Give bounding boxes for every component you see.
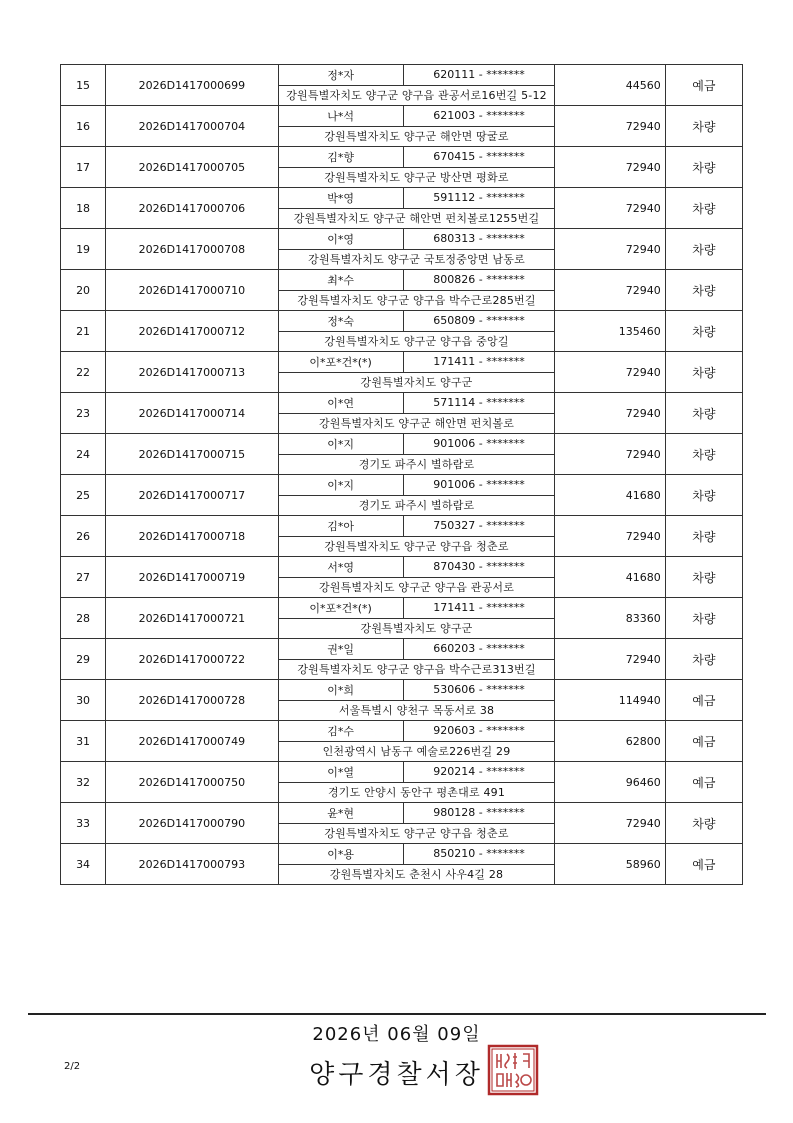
case-id: 2026D1417000749: [106, 721, 279, 762]
row-number: 30: [61, 680, 106, 721]
case-id: 2026D1417000719: [106, 557, 279, 598]
ledger-table: [60, 64, 743, 885]
person-cell: [278, 762, 555, 803]
person-address: 강원특별자치도 양구군 해안면 펀치볼로: [318, 417, 515, 431]
person-cell: [278, 147, 555, 188]
person-cell: [278, 680, 555, 721]
person-address: 강원특별자치도 양구군 양구읍 관공서로16번길 5-12: [286, 89, 547, 103]
resident-number: 680313 - *******: [403, 229, 554, 249]
person-name: 이*영: [279, 229, 404, 249]
resident-number: 571114 - *******: [403, 393, 554, 413]
row-number: 31: [61, 721, 106, 762]
table-row: [61, 721, 743, 762]
person-address: 강원특별자치도 양구군 방산면 평화로: [324, 171, 509, 185]
person-name: 정*숙: [279, 311, 404, 331]
seizure-type: 차량: [665, 639, 742, 680]
resident-number: 901006 - *******: [403, 434, 554, 454]
resident-number: 530606 - *******: [403, 680, 554, 700]
amount: 72940: [555, 434, 665, 475]
person-address: 인천광역시 남동구 예술로226번길 29: [322, 745, 511, 759]
case-id: 2026D1417000713: [106, 352, 279, 393]
person-name: 정*자: [279, 65, 404, 85]
row-number: 25: [61, 475, 106, 516]
seizure-type: 차량: [665, 147, 742, 188]
case-id: 2026D1417000708: [106, 229, 279, 270]
person-cell: [278, 721, 555, 762]
amount: 72940: [555, 270, 665, 311]
amount: 72940: [555, 106, 665, 147]
resident-number: 901006 - *******: [403, 475, 554, 495]
amount: 96460: [555, 762, 665, 803]
person-name: 김*아: [279, 516, 404, 536]
amount: 44560: [555, 65, 665, 106]
case-id: 2026D1417000717: [106, 475, 279, 516]
case-id: 2026D1417000718: [106, 516, 279, 557]
person-address: 강원특별자치도 양구군 양구읍 청춘로: [324, 827, 509, 841]
person-address: 강원특별자치도 양구군 국토정중앙면 남동로: [308, 253, 525, 267]
person-cell: [278, 516, 555, 557]
row-number: 21: [61, 311, 106, 352]
person-address: 강원특별자치도 양구군 양구읍 청춘로: [324, 540, 509, 554]
amount: 72940: [555, 352, 665, 393]
person-address: 경기도 안양시 동안구 평촌대로 491: [327, 786, 506, 800]
person-cell: [278, 311, 555, 352]
person-name: 이*연: [279, 393, 404, 413]
case-id: 2026D1417000704: [106, 106, 279, 147]
table-row: [61, 516, 743, 557]
table-row: [61, 270, 743, 311]
table-row: [61, 434, 743, 475]
resident-number: 591112 - *******: [403, 188, 554, 208]
table-row: [61, 803, 743, 844]
row-number: 20: [61, 270, 106, 311]
person-address: 강원특별자치도 양구군: [360, 376, 473, 390]
table-row: [61, 229, 743, 270]
person-name: 이*포*건*(*): [279, 598, 404, 618]
seizure-type: 차량: [665, 393, 742, 434]
amount: 72940: [555, 229, 665, 270]
person-address: 강원특별자치도 양구군 양구읍 관공서로: [318, 581, 515, 595]
seizure-type: 예금: [665, 721, 742, 762]
seizure-type: 차량: [665, 352, 742, 393]
person-name: 이*지: [279, 434, 404, 454]
case-id: 2026D1417000721: [106, 598, 279, 639]
amount: 41680: [555, 475, 665, 516]
case-id: 2026D1417000793: [106, 844, 279, 885]
amount: 83360: [555, 598, 665, 639]
person-name: 나*석: [279, 106, 404, 126]
issue-date: 2026년 06월 09일: [312, 1024, 481, 1045]
resident-number: 920603 - *******: [403, 721, 554, 741]
person-name: 김*수: [279, 721, 404, 741]
table-row: [61, 557, 743, 598]
row-number: 27: [61, 557, 106, 598]
person-cell: [278, 352, 555, 393]
row-number: 34: [61, 844, 106, 885]
person-address: 강원특별자치도 양구군 양구읍 중앙길: [324, 335, 509, 349]
row-number: 24: [61, 434, 106, 475]
row-number: 32: [61, 762, 106, 803]
row-number: 16: [61, 106, 106, 147]
resident-number: 620111 - *******: [403, 65, 554, 85]
case-id: 2026D1417000715: [106, 434, 279, 475]
table-row: [61, 352, 743, 393]
person-address: 경기도 파주시 별하람로: [358, 458, 475, 472]
row-number: 22: [61, 352, 106, 393]
resident-number: 171411 - *******: [403, 352, 554, 372]
person-cell: [278, 639, 555, 680]
row-number: 23: [61, 393, 106, 434]
person-name: 이*포*건*(*): [279, 352, 404, 372]
case-id: 2026D1417000699: [106, 65, 279, 106]
seizure-type: 예금: [665, 680, 742, 721]
case-id: 2026D1417000705: [106, 147, 279, 188]
resident-number: 650809 - *******: [403, 311, 554, 331]
person-name: 이*열: [279, 762, 404, 782]
signatory: 양구경찰서장: [309, 1060, 484, 1090]
seizure-type: 차량: [665, 803, 742, 844]
person-cell: [278, 270, 555, 311]
person-cell: [278, 393, 555, 434]
person-cell: [278, 844, 555, 885]
resident-number: 980128 - *******: [403, 803, 554, 823]
row-number: 26: [61, 516, 106, 557]
resident-number: 800826 - *******: [403, 270, 554, 290]
table-row: [61, 680, 743, 721]
table-row: [61, 639, 743, 680]
person-cell: [278, 188, 555, 229]
person-address: 강원특별자치도 춘천시 사우4길 28: [329, 868, 504, 882]
table-row: [61, 598, 743, 639]
amount: 72940: [555, 516, 665, 557]
person-address: 서울특별시 양천구 목동서로 38: [338, 704, 495, 718]
footer-divider: [28, 1013, 766, 1015]
person-cell: [278, 598, 555, 639]
row-number: 29: [61, 639, 106, 680]
seizure-type: 차량: [665, 434, 742, 475]
table-row: [61, 844, 743, 885]
amount: 72940: [555, 393, 665, 434]
person-name: 윤*현: [279, 803, 404, 823]
case-id: 2026D1417000712: [106, 311, 279, 352]
amount: 72940: [555, 803, 665, 844]
row-number: 19: [61, 229, 106, 270]
person-cell: [278, 434, 555, 475]
person-name: 권*일: [279, 639, 404, 659]
table-row: [61, 147, 743, 188]
resident-number: 621003 - *******: [403, 106, 554, 126]
table-row: [61, 106, 743, 147]
person-address: 강원특별자치도 양구군 양구읍 박수근로285번길: [297, 294, 536, 308]
table-row: [61, 311, 743, 352]
row-number: 18: [61, 188, 106, 229]
case-id: 2026D1417000710: [106, 270, 279, 311]
person-address: 강원특별자치도 양구군: [360, 622, 473, 636]
person-name: 이*용: [279, 844, 404, 864]
resident-number: 920214 - *******: [403, 762, 554, 782]
amount: 58960: [555, 844, 665, 885]
seizure-type: 예금: [665, 65, 742, 106]
person-name: 김*향: [279, 147, 404, 167]
resident-number: 850210 - *******: [403, 844, 554, 864]
case-id: 2026D1417000728: [106, 680, 279, 721]
table-row: [61, 762, 743, 803]
person-name: 이*지: [279, 475, 404, 495]
seizure-type: 차량: [665, 270, 742, 311]
case-id: 2026D1417000722: [106, 639, 279, 680]
case-id: 2026D1417000750: [106, 762, 279, 803]
seizure-type: 차량: [665, 598, 742, 639]
person-cell: [278, 229, 555, 270]
amount: 41680: [555, 557, 665, 598]
case-id: 2026D1417000706: [106, 188, 279, 229]
seizure-type: 차량: [665, 311, 742, 352]
person-cell: [278, 106, 555, 147]
seizure-type: 예금: [665, 762, 742, 803]
row-number: 28: [61, 598, 106, 639]
amount: 114940: [555, 680, 665, 721]
person-name: 서*영: [279, 557, 404, 577]
person-name: 이*희: [279, 680, 404, 700]
person-address: 강원특별자치도 양구군 해안면 펀치볼로1255번길: [293, 212, 540, 226]
resident-number: 171411 - *******: [403, 598, 554, 618]
resident-number: 660203 - *******: [403, 639, 554, 659]
official-seal-icon: [487, 1044, 539, 1096]
seizure-type: 차량: [665, 229, 742, 270]
amount: 72940: [555, 147, 665, 188]
seizure-type: 차량: [665, 188, 742, 229]
resident-number: 670415 - *******: [403, 147, 554, 167]
page-number: 2/2: [64, 1061, 81, 1072]
person-address: 강원특별자치도 양구군 해안면 땅굴로: [324, 130, 509, 144]
case-id: 2026D1417000714: [106, 393, 279, 434]
table-row: [61, 65, 743, 106]
table-row: [61, 188, 743, 229]
row-number: 17: [61, 147, 106, 188]
table-row: [61, 393, 743, 434]
person-name: 박*영: [279, 188, 404, 208]
resident-number: 870430 - *******: [403, 557, 554, 577]
table-row: [61, 475, 743, 516]
seizure-type: 예금: [665, 844, 742, 885]
row-number: 33: [61, 803, 106, 844]
amount: 72940: [555, 639, 665, 680]
amount: 135460: [555, 311, 665, 352]
seizure-type: 차량: [665, 475, 742, 516]
person-address: 강원특별자치도 양구군 양구읍 박수근로313번길: [297, 663, 536, 677]
person-cell: [278, 557, 555, 598]
ledger-body: [61, 65, 743, 885]
person-cell: [278, 475, 555, 516]
resident-number: 750327 - *******: [403, 516, 554, 536]
person-address: 경기도 파주시 별하람로: [358, 499, 475, 513]
amount: 72940: [555, 188, 665, 229]
amount: 62800: [555, 721, 665, 762]
person-name: 최*수: [279, 270, 404, 290]
person-cell: [278, 803, 555, 844]
case-id: 2026D1417000790: [106, 803, 279, 844]
seizure-type: 차량: [665, 557, 742, 598]
seizure-type: 차량: [665, 106, 742, 147]
person-cell: [278, 65, 555, 106]
seizure-type: 차량: [665, 516, 742, 557]
row-number: 15: [61, 65, 106, 106]
